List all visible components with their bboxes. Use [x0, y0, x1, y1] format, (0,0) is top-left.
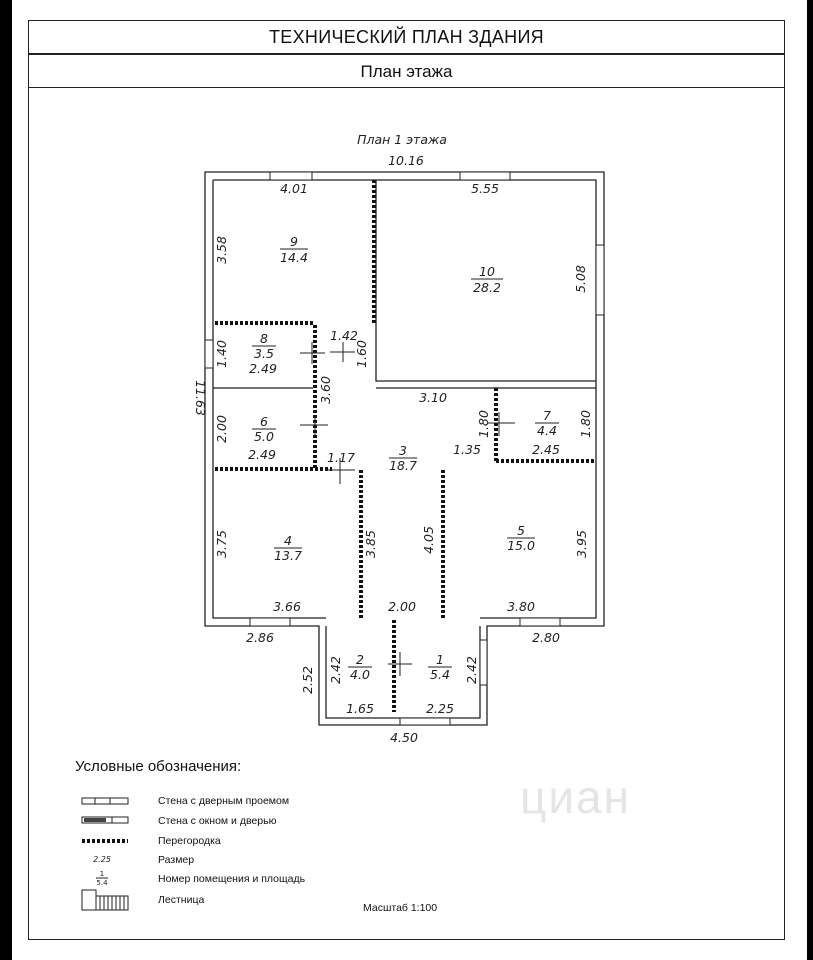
dimension: 5.55: [471, 181, 499, 196]
dimension: 3.75: [214, 530, 229, 558]
dimension: 2.86: [246, 630, 274, 645]
svg-text:5: 5: [517, 523, 525, 538]
svg-text:1: 1: [99, 870, 105, 878]
svg-text:5.4: 5.4: [96, 879, 108, 887]
legend-item: Номер помещения и площадь: [158, 873, 306, 885]
watermark: циан: [520, 771, 632, 823]
dimension: 1.42: [330, 328, 358, 343]
dimension: 3.95: [574, 530, 589, 558]
plan-heading: План 1 этажа: [357, 132, 447, 147]
svg-text:9: 9: [290, 234, 298, 249]
window: [520, 618, 560, 626]
dimension: 4.01: [280, 181, 308, 196]
svg-text:28.2: 28.2: [473, 280, 501, 295]
dimension: 1.35: [453, 442, 481, 457]
dimension: 2.42: [328, 656, 343, 684]
legend-item: Размер: [158, 854, 195, 866]
legend-symbol-door-wall: [82, 798, 128, 804]
window: [400, 718, 450, 725]
sheet-subtitle: План этажа: [28, 54, 785, 88]
room-label-10: [471, 264, 503, 295]
legend-symbol-window-wall: [82, 817, 128, 823]
svg-text:1: 1: [436, 652, 444, 667]
legend-title: Условные обозначения:: [75, 758, 242, 775]
svg-text:6: 6: [260, 414, 268, 429]
dimension: 5.08: [573, 265, 588, 293]
dimension: 2.45: [532, 442, 560, 457]
dimension: 2.42: [464, 656, 479, 684]
svg-text:5.0: 5.0: [254, 429, 274, 444]
window: [205, 340, 213, 368]
svg-text:3: 3: [399, 443, 407, 458]
dimension: 1.80: [476, 410, 491, 438]
dim-overall-height: 11.63: [193, 380, 208, 416]
svg-text:14.4: 14.4: [280, 250, 308, 265]
dimension: 2.49: [249, 361, 277, 376]
room-label-7: [535, 408, 559, 438]
svg-text:10: 10: [479, 264, 495, 279]
svg-text:18.7: 18.7: [389, 458, 417, 473]
dimension: 2.80: [532, 630, 560, 645]
inner-wall-outline: [213, 180, 596, 618]
room-label-3: [389, 443, 417, 473]
legend-symbol-size: 2.25: [93, 855, 111, 864]
dimension: 4.05: [421, 526, 436, 554]
svg-text:15.0: 15.0: [507, 538, 535, 553]
dimension: 1.80: [578, 410, 593, 438]
room-label-4: [274, 533, 302, 563]
room-label-9: [280, 234, 308, 265]
window: [480, 640, 487, 685]
scale-label: Масштаб 1:100: [363, 902, 438, 914]
sheet-title: ТЕХНИЧЕСКИЙ ПЛАН ЗДАНИЯ: [28, 20, 785, 54]
room-label-8: [252, 331, 276, 361]
legend-symbol-room: [96, 870, 108, 887]
window: [596, 245, 604, 315]
dimension: 1.65: [346, 701, 374, 716]
room-label-6: [252, 414, 276, 444]
window: [250, 618, 290, 626]
dim-overall-width: 10.16: [388, 153, 424, 168]
legend-item: Перегородка: [158, 835, 221, 847]
dimension: 3.66: [273, 599, 301, 614]
svg-text:7: 7: [543, 408, 551, 423]
dimension: 1.40: [214, 340, 229, 368]
dimension: 3.60: [318, 376, 333, 404]
dimension: 2.52: [300, 666, 315, 694]
svg-text:13.7: 13.7: [274, 548, 302, 563]
dimension: 2.25: [426, 701, 454, 716]
room-label-1: [428, 652, 452, 682]
dimension: 1.60: [354, 340, 369, 368]
legend-symbol-stairs: [82, 890, 128, 910]
dimension: 2.49: [248, 447, 276, 462]
dimension: 1.17: [327, 450, 355, 465]
legend-item: Лестница: [158, 894, 205, 906]
dimension: 3.85: [363, 530, 378, 558]
dimension: 2.00: [388, 599, 416, 614]
svg-text:8: 8: [260, 331, 268, 346]
legend-item: Стена с окном и дверью: [158, 815, 277, 827]
window: [460, 172, 510, 180]
dimension: 3.58: [214, 236, 229, 264]
dimension: 3.80: [507, 599, 535, 614]
svg-text:2: 2: [356, 652, 364, 667]
dimension: 4.50: [390, 730, 418, 745]
svg-text:5.4: 5.4: [430, 667, 450, 682]
room-label-2: [348, 652, 372, 682]
window: [270, 172, 312, 180]
legend-item: Стена с дверным проемом: [158, 795, 290, 807]
room-label-5: [507, 523, 535, 553]
dimension: 2.00: [214, 415, 229, 443]
dimension: 3.10: [419, 390, 447, 405]
svg-text:4.4: 4.4: [537, 423, 557, 438]
svg-text:4.0: 4.0: [350, 667, 370, 682]
svg-text:3.5: 3.5: [254, 346, 274, 361]
svg-text:4: 4: [284, 533, 292, 548]
